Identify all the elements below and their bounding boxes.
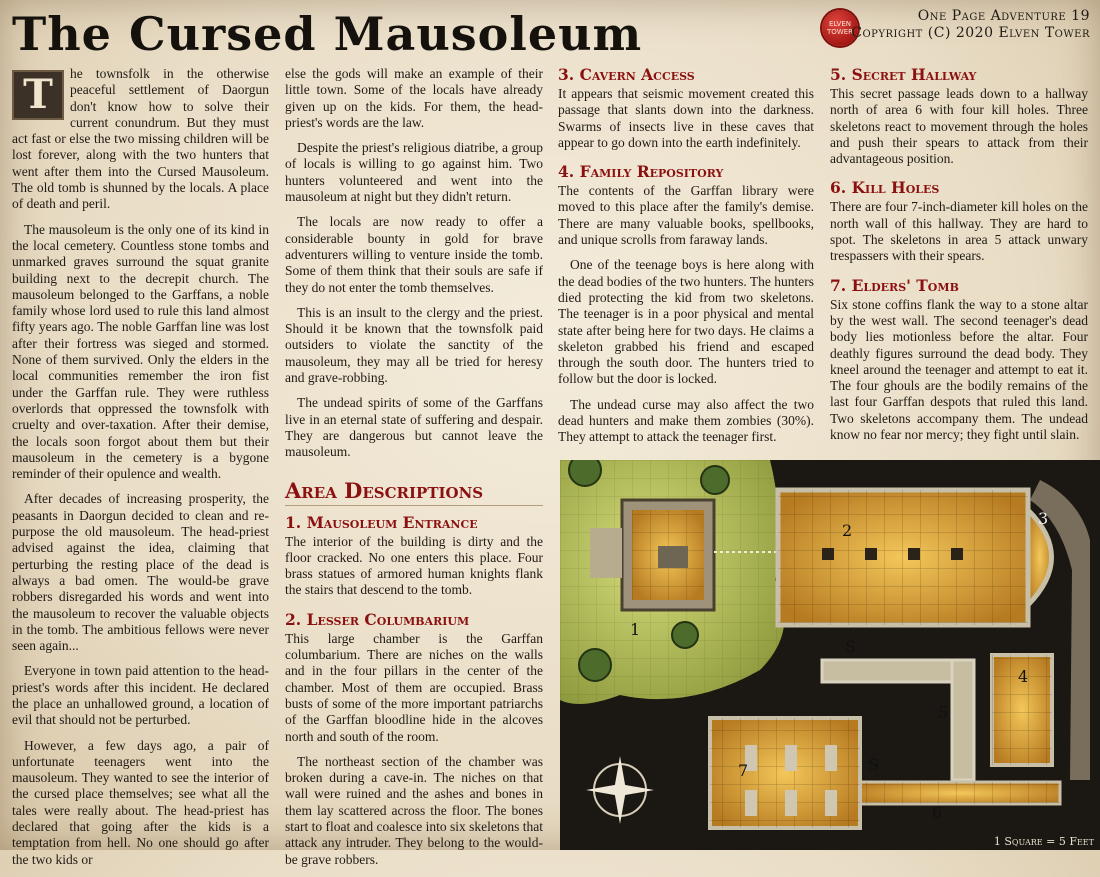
section-4-title: 4. Family Repository (558, 162, 724, 182)
section-3-title: 3. Cavern Access (558, 65, 695, 84)
section-5-title: 5. Secret Hallway (830, 65, 977, 84)
section-1-text: The interior of the building is dirty and the floor cracked. No one enters this place. Four brass statues of armored human knights flank the stairs that descend to the tomb. (285, 533, 543, 598)
header-info (851, 8, 1090, 42)
intro-paragraph-2: The mausoleum is the only one of its kind in the local cemetery. Countless stone tombs and unmarked graves surround the squat granite building next to the decrepit church. The mausoleum belonged to the Garffans, a noble family whose lord used to rule this land almost fifty years ago. The noble Garffan line was lost after their fortress was sieged and stormed. None of them survived. Only the elders in the local communities remember the iron fist under the Garffan rule. They were ruthless overlords that oppressed the townsfolk with cruelty and over-taxation. After their demise, the locals soon forgot about them but their mausoleum in the cemetery is a bygone reminder of their opulence and wealth. (12, 221, 269, 482)
map-svg (560, 460, 1100, 850)
section-5-text: This secret passage leads down to a hallway north of area 6 with four kill holes. Three skeletons react to movement through the holes and push their spears to attack from their advantageous position. (830, 86, 1088, 167)
section-2-text: This large chamber is the Garffan columbarium. There are niches on the walls and in the four pillars in the center of the chamber. Most of them are occupied. Brass busts of some of the more important patriarchs of the Garffan bloodline hide in the alcoves north and south of the room. (285, 630, 543, 744)
column-3 (558, 66, 814, 455)
secret-door-mark: S (868, 755, 879, 774)
hallway-5 (822, 660, 972, 682)
col2-paragraph-3: The locals are now ready to offer a considerable bounty in gold for brave adventurers willing to venture inside the tomb. Some of them think that their souls are safe if they do not enter the tomb themselves. (285, 214, 543, 295)
section-4-text-3: The undead curse may also affect the two dead hunters and make them zombies (30%). They attempt to attack the teenager first. (558, 396, 814, 445)
series-label: One Page Adventure 19 (917, 8, 1090, 24)
section-6-text: There are four 7-inch-diameter kill holes on the north wall of this hallway. They are hard to spot. The skeletons in area 5 attack unwary trespassers with their spears. (830, 199, 1088, 264)
secret-door-mark: S (845, 637, 856, 656)
copyright-label: Copyright (C) 2020 Elven Tower (851, 25, 1090, 41)
intro-paragraph-5: However, a few days ago, a pair of unfortunate teenagers went into the mausoleum. They wanted to see the interior of the cursed place themselves; see what all the tales were really about. The head-priest has declared that going after the kids is a temptation from hell. No one should go after the two kids or (12, 737, 269, 867)
area-descriptions-heading: Area Descriptions (285, 479, 543, 506)
drop-cap: T (12, 70, 64, 120)
elven-tower-seal-icon: ELVEN TOWER (822, 10, 858, 46)
intro-paragraph-1: T he townsfolk in the otherwise peaceful settlement of Daorgun don't know how to solve their current conundrum. But they must act fast or else the two missing children will be lost forever, along with the two hunters that went after them into the Cursed Mausoleum. The old tomb is shunned by the locals. A place of death and peril. (12, 66, 269, 212)
column-2 (285, 66, 543, 877)
column-4 (830, 66, 1088, 452)
section-7-title: 7. Elders' Tomb (830, 275, 959, 295)
section-7-text: Six stone coffins flank the way to a stone altar by the west wall. The second teenager's dead body lies motionless before the altar. Four deathly figures surround the dead body. They kneel around the teenager and attempt to eat it. The four ghouls are the bodily remains of the last four Garffan despots that ruled this land. Two skeletons accompany them. The undead know no fear nor mercy; they fight until slain. (830, 296, 1088, 443)
intro-paragraph-3: After decades of increasing prosperity, the peasants in Daorgun decided to clean and re-purpose the old mausoleum. The head-priest advised against the idea, claiming that perturbing the resting place of the dead is always a bad omen. The would-be grave robbers disregarded his words and went into the mausoleum to recover the valuable objects in the tomb. The ambitious fellows were never seen again... (12, 491, 269, 654)
map-label-3: 3 (1038, 509, 1049, 528)
section-2-text-2: The northeast section of the chamber was broken during a cave-in. The niches on that wall were ruined and the ashes and bones in them lay scattered across the floor. The bones start to float and coalesce into six skeletons that attack any intruder. They belong to the would-be grave robbers. (285, 753, 543, 867)
map-label-2: 2 (842, 521, 853, 540)
column-1 (12, 66, 269, 877)
page-title: The Cursed Mausoleum (12, 7, 643, 61)
bush-icon (701, 466, 729, 494)
section-6-title: 6. Kill Holes (830, 178, 940, 198)
map-label-7: 7 (738, 761, 749, 780)
section-3-text: It appears that seismic movement created this passage that slants down into the darkness. Swarms of insects live in these caves that appear to go down into the earth indefinitely. (558, 86, 814, 150)
map-label-6: 6 (932, 803, 943, 822)
map-scale: 1 Square = 5 Feet (993, 835, 1094, 848)
map-label-1: 1 (630, 620, 641, 639)
section-4-text: The contents of the Garffan library were moved to this place after the family's demise. There are many valuable books, spellbooks, and unique scrolls from faraway lands. (558, 183, 814, 248)
col2-paragraph-4: This is an insult to the clergy and the priest. Should it be known that the townsfolk paid outsiders to violate the sanctity of the mausoleum, they may all be tried for heresy and grave-robbing. (285, 304, 543, 386)
bush-icon (569, 460, 601, 486)
section-1-title: 1. Mausoleum Entrance (285, 512, 478, 532)
dungeon-map (560, 460, 1100, 850)
intro-paragraph-4: Everyone in town paid attention to the head-priest's words after this incident. He declared the place an unhallowed ground, a location of evil that should not be perturbed. (12, 663, 269, 728)
bush-icon (672, 622, 698, 648)
col2-paragraph-5: The undead spirits of some of the Garffans live in an eternal state of suffering and despair. They are dangerous but cannot leave the mausoleum. (285, 395, 543, 460)
map-label-5: 5 (938, 703, 949, 722)
bush-icon (579, 649, 611, 681)
section-2-title: 2. Lesser Columbarium (285, 609, 470, 629)
col2-paragraph-2: Despite the priest's religious diatribe, a group of locals is willing to go against him. Two hunters volunteered and went into the mausoleum at night but they didn't return. (285, 140, 543, 205)
col2-paragraph-1: else the gods will make an example of their little town. Some of the locals have already given up on the kids. For them, the head-priest's words are the law. (285, 66, 543, 130)
map-label-4: 4 (1018, 667, 1029, 686)
compass-rose-icon (586, 756, 654, 824)
section-4-text-2: One of the teenage boys is here along with the dead bodies of the two hunters. The hunters died protecting the kid from two skeletons. The teenager is in a poor physical and mental state after being here for two days. He claims a skeleton grabbed his friend and escaped through the south door. The hunters tried to follow but the door is locked. (558, 257, 814, 387)
